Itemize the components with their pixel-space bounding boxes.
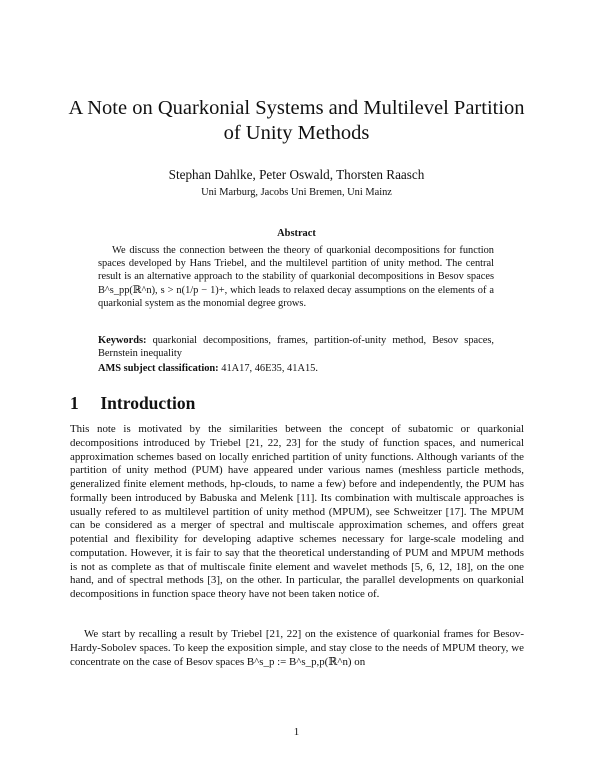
affiliations: Uni Marburg, Jacobs Uni Bremen, Uni Mainz	[201, 187, 392, 198]
keywords	[98, 334, 494, 360]
body-paragraph-1: This note is motivated by the similarities between the concept of subatomic or quarkonial decompositions introduced by Triebel [21, 22, 23] for the study of function spaces, and numerical approximation schemes based on locally enriched partition of unity functions. Although variants of the partition of unity method (PUM) have appeared under various names (meshless particle methods, generalized finite element methods, hp-clouds, to name a few) before and independently, the PUM has formally been introduced by Babuska and Melenk [11]. Its combination with multiscale approaches is usually refered to as multilevel partition of unity method (MPUM), see Schweitzer [17]. The MPUM can be considered as a merger of spectral and multiscale approximation schemes, and offers great potential and flexibility for developing adaptive schemes necessary for large-scale modeling and computation. However, it is fair to say that the theoretical understanding of PUM and MPUM methods is not as complete as that of multiscale finite element and wavelet methods [5, 6, 12, 18], on the one hand, and of spectral methods [3], on the other. In particular, the parallel developments on quarkonial decompositions in function space theory have not been taken notice of.	[70, 423, 524, 600]
author-list: Stephan Dahlke, Peter Oswald, Thorsten Raasch	[168, 167, 425, 182]
section-heading	[70, 393, 195, 414]
page-number: 1	[293, 726, 300, 738]
abstract-text: We discuss the connection between the theory of quarkonial decompositions for function spaces developed by Hans Triebel, and the multilevel partition of unity method. The central result is an alternative approach to the stability of quarkonial decompositions in Besov spaces B^s_pp(ℝ^n), s > n(1/p − 1)+, which leads to relaxed decay assumptions on the elements of a quarkonial system as the monomial degree grows.	[98, 245, 494, 309]
paper-title: A Note on Quarkonial Systems and Multilevel Partition of Unity Methods	[68, 97, 525, 144]
keywords-label: Keywords:	[98, 335, 147, 346]
ams-text: 41A17, 46E35, 41A15.	[221, 363, 318, 374]
body-paragraph-2: We start by recalling a result by Triebel [21, 22] on the existence of quarkonial frames for Besov-Hardy-Sobolev spaces. To keep the exposition simple, and stay close to the needs of MPUM theory, we concentrate on the case of Besov spaces B^s_p := B^s_p,p(ℝ^n) on	[70, 628, 524, 668]
section-title: Introduction	[100, 393, 196, 413]
ams-label: AMS subject classification:	[98, 363, 219, 374]
section-number: 1	[70, 393, 79, 413]
ams-classification	[98, 362, 494, 375]
keywords-text: quarkonial decompositions, frames, partition-of-unity method, Besov spaces, Bernstein inequality	[98, 335, 494, 360]
abstract-heading: Abstract	[277, 228, 316, 239]
